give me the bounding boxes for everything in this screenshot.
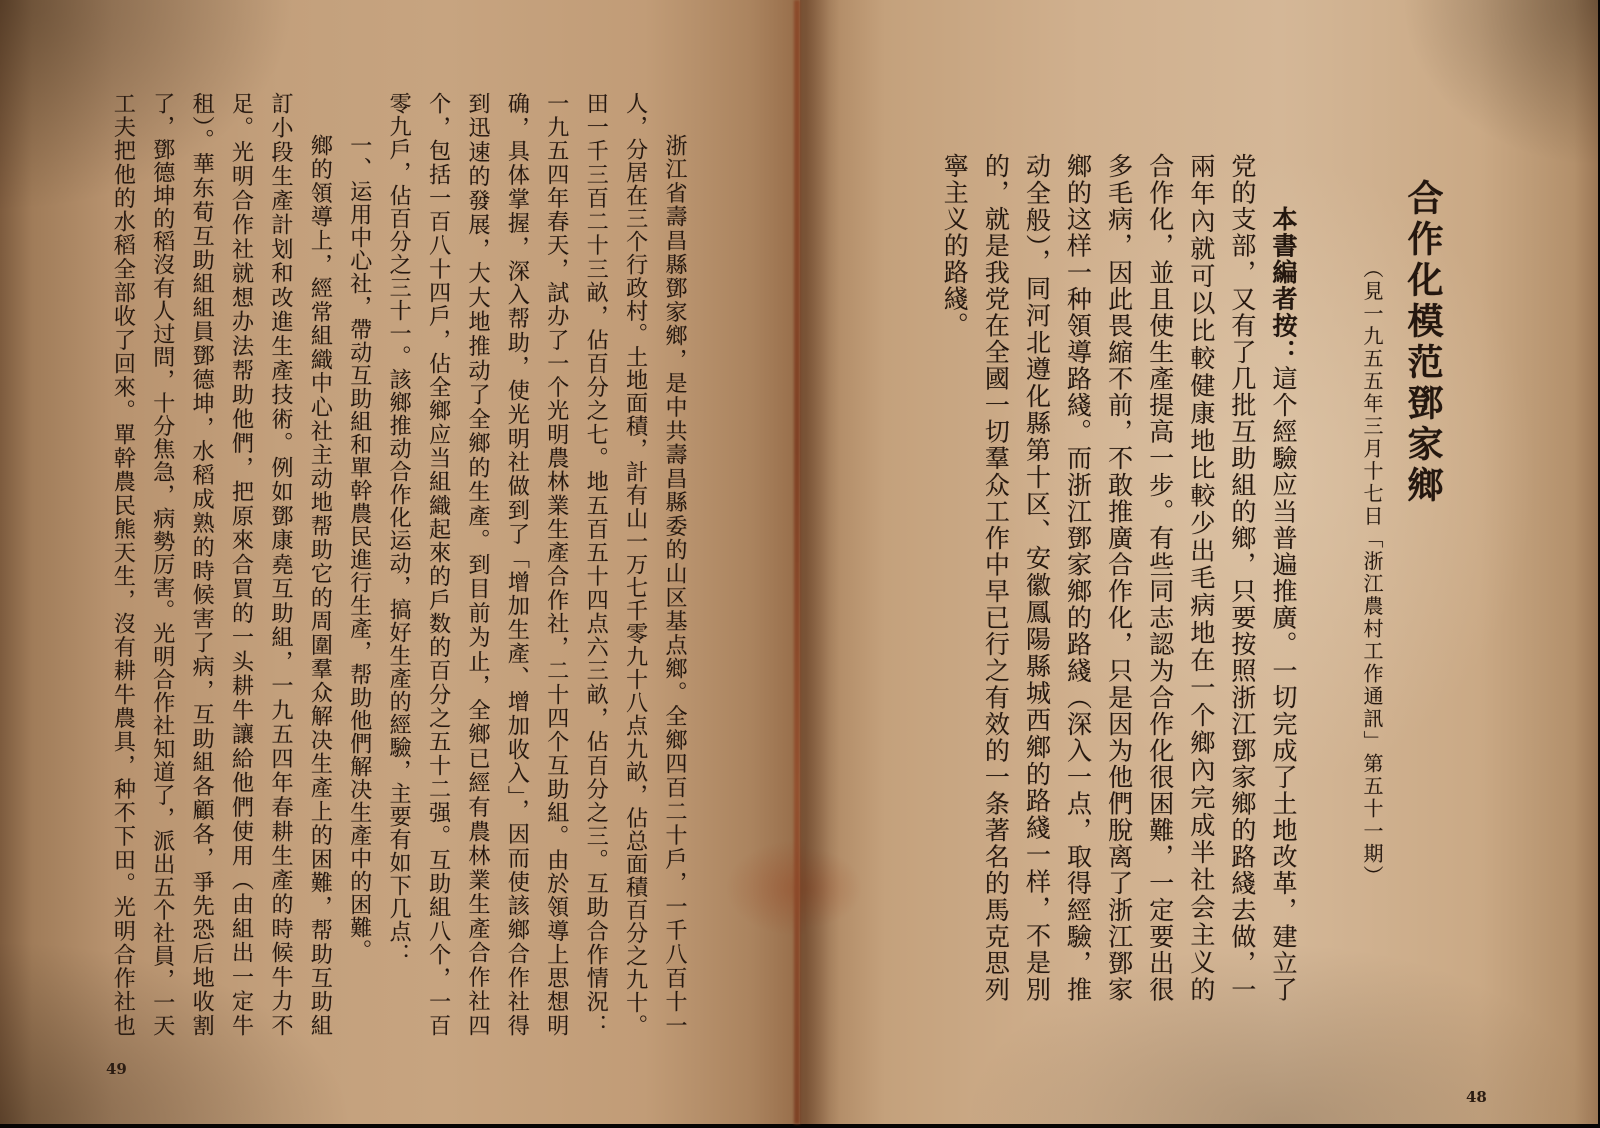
text-column: 零九戶，佔百分之三十一。該鄉推动合作化运动，搞好生產的經驗，主要有如下几点： <box>386 92 412 966</box>
text-column: 一九五四年春天，試办了一个光明農林業生產合作社，二十四个互助組。由於領導上思想明 <box>543 92 569 1037</box>
source-citation <box>1359 258 1385 898</box>
left-page-body-text <box>102 92 694 1037</box>
source-citation-text: （見一九五五年三月十七日「浙江農村工作通訊」第五十一期） <box>1360 258 1384 888</box>
text-column: 个，包括一百八十四戶，佔全鄉应当組織起來的戶数的百分之五十二强。互助組八个，一百 <box>425 92 451 1037</box>
chapter-title <box>1401 179 1445 519</box>
text-column: 鄉的領導上，經常組織中心社主动地帮助它的周圍羣众解决生產上的困難，帮助互助組 <box>307 134 333 1037</box>
text-column: 到迅速的發展，大大地推动了全鄉的生產。到目前为止，全鄉已經有農林業生產合作社四 <box>464 92 490 1037</box>
text-column: 了，鄧德坤的稻沒有人过問，十分焦急，病勢厉害。光明合作社知道了，派出五个社員，一天 <box>149 92 175 1037</box>
text-column: 田一千三百二十三畝，佔百分之七。地五百五十四点六三畝，佔百分之三。互助合作情況： <box>583 92 609 1037</box>
editor-note-body <box>933 153 1304 1003</box>
text-column: 一、运用中心社，帶动互助組和單幹農民進行生產，帮助他們解决生產中的困難。 <box>346 134 372 962</box>
text-column: 寧主义的路綫。 <box>940 153 970 339</box>
text-column: 党的支部，又有了几批互助組的鄉，只要按照浙江鄧家鄉的路綫去做，一 <box>1227 153 1257 1003</box>
page-number: 48 <box>1466 1088 1487 1106</box>
text-column: 动全般），同河北遵化縣第十区、安徽鳳陽縣城西鄉的路綫一样，不是別 <box>1022 153 1052 1003</box>
text-column: 兩年內就可以比較健康地比較少出毛病地在一个鄉內完成半社会主义的 <box>1186 153 1216 1003</box>
text-column: 訂小段生產計划和改進生產技術。例如鄧康堯互助組，一九五四年春耕生產的時候牛力不 <box>267 92 293 1037</box>
text-column: 租）。華东荀互助組組員鄧德坤，水稻成熟的時候害了病，互助組各顧各，爭先恐后地收割 <box>189 92 215 1037</box>
text-column-content: 這个經驗应当普遍推廣。一切完成了土地改革，建立了 <box>1269 365 1298 1004</box>
book-fold-shadow <box>800 0 840 1124</box>
text-column <box>1263 153 1304 1003</box>
right-page <box>806 0 1598 1124</box>
editor-note-label: 本書編者按： <box>1269 206 1298 366</box>
text-column: 合作化，並且使生產提高一步。有些同志認为合作化很困難，一定要出很 <box>1145 153 1175 1003</box>
text-column: 浙江省壽昌縣鄧家鄉，是中共壽昌縣委的山区基点鄉。全鄉四百二十戶，一千八百十一 <box>662 134 687 1037</box>
text-column: 足。光明合作社就想办法帮助他們，把原來合買的一头耕牛讓給他們使用（由組出一定牛 <box>228 92 254 1037</box>
text-column: 的，就是我党在全國一切羣众工作中早已行之有效的一条著名的馬克思列 <box>981 153 1011 1003</box>
chapter-title-text: 合作化模范鄧家鄉 <box>1402 179 1444 507</box>
text-column: 鄉的这样一种領導路綫。而浙江鄧家鄉的路綫（深入一点，取得經驗，推 <box>1063 153 1093 1003</box>
text-column: 多毛病，因此畏縮不前，不敢推廣合作化，只是因为他們脫离了浙江鄧家 <box>1104 153 1134 1003</box>
page-number: 49 <box>106 1060 127 1078</box>
text-column: 确，具体掌握，深入帮助，使光明社做到了「增加生產、增加收入」，因而使該鄉合作社得 <box>504 92 530 1037</box>
text-column: 工夫把他的水稻全部收了回來。單幹農民熊天生，沒有耕牛農具，种不下田。光明合作社也 <box>110 92 136 1037</box>
text-column: 人，分居在三个行政村。土地面積，計有山一万七千零九十八点九畝，佔总面積百分之九十。 <box>622 92 648 1037</box>
book-gutter <box>794 0 800 1124</box>
